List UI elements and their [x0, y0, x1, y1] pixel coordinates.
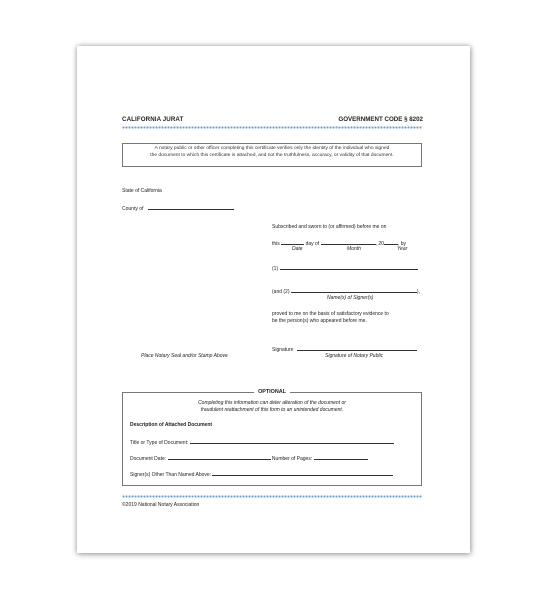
year-prefix: 20: [378, 241, 384, 247]
signer-2-end: ),: [416, 289, 420, 295]
signer-1-label: (1): [272, 266, 279, 272]
notice-line-2: the document to which this certificate is attached, and not the truthfulness, accuracy, or validity of that document.: [150, 152, 394, 158]
county-row: [122, 204, 234, 212]
seal-caption: Place Notary Seal and/or Stamp Above: [141, 353, 228, 359]
signature-row: [272, 345, 417, 353]
pages-label: Number of Pages:: [271, 456, 313, 462]
signature-field[interactable]: [297, 345, 417, 351]
title-type-row: [130, 438, 394, 446]
year-field[interactable]: [384, 239, 398, 245]
date-caption: Date: [292, 246, 303, 252]
signer-2-row: [272, 287, 420, 295]
signers-caption: Name(s) of Signer(s): [327, 295, 374, 301]
copyright: ©2019 National Notary Association: [122, 502, 200, 508]
title-type-field[interactable]: [190, 438, 394, 444]
form-title: CALIFORNIA JURAT: [122, 116, 184, 123]
title-type-label: Title or Type of Document:: [130, 440, 189, 446]
proved-line-2: be the person(s) who appeared before me.: [272, 318, 367, 324]
this-label: this: [272, 241, 280, 247]
county-field[interactable]: [148, 204, 234, 210]
date-pages-row: [130, 454, 368, 462]
top-dotted-rule: [122, 126, 422, 129]
signature-label: Signature: [272, 347, 294, 353]
county-label: County of: [122, 206, 144, 212]
signer-1-field[interactable]: [280, 264, 418, 270]
month-caption: Month: [347, 246, 361, 252]
year-caption: Year: [397, 246, 408, 252]
government-code: GOVERNMENT CODE § 8202: [338, 116, 423, 123]
by-label: , by: [397, 241, 406, 247]
signer-2-label: (and (2): [272, 289, 290, 295]
optional-intro-1: Completing this information can deter alteration of the document or: [198, 400, 346, 406]
notary-form-page: [77, 46, 470, 553]
other-signers-label: Signer(s) Other Than Named Above:: [130, 472, 212, 478]
day-of-label: day of: [305, 241, 320, 247]
signature-caption: Signature of Notary Public: [325, 353, 384, 359]
notice-line-1: A notary public or other officer completing this certificate verifies only the identity of the individual who signed: [154, 146, 390, 151]
date-field[interactable]: [281, 239, 304, 245]
document-date-field[interactable]: [168, 454, 271, 460]
state-label: State of California: [122, 188, 162, 194]
notice-box: [122, 143, 422, 167]
signer-2-field[interactable]: [291, 287, 417, 293]
proved-line-1: proved to me on the basis of satisfactory evidence to: [272, 311, 389, 317]
attached-doc-heading: Description of Attached Document: [130, 422, 213, 428]
other-signers-row: [130, 470, 393, 478]
optional-intro-2: fraudulent reattachment of this form to an unintended document.: [200, 407, 344, 413]
comma: ,: [375, 241, 377, 247]
bottom-dotted-rule: [122, 495, 422, 498]
optional-section: [122, 389, 422, 486]
subscribed-text: Subscribed and sworn to (or affirmed) before me on: [272, 224, 387, 230]
optional-title: OPTIONAL: [254, 389, 290, 395]
pages-field[interactable]: [314, 454, 368, 460]
document-date-label: Document Date:: [130, 456, 167, 462]
other-signers-field[interactable]: [212, 470, 393, 476]
signer-1-row: [272, 264, 418, 272]
month-field[interactable]: [321, 239, 376, 245]
